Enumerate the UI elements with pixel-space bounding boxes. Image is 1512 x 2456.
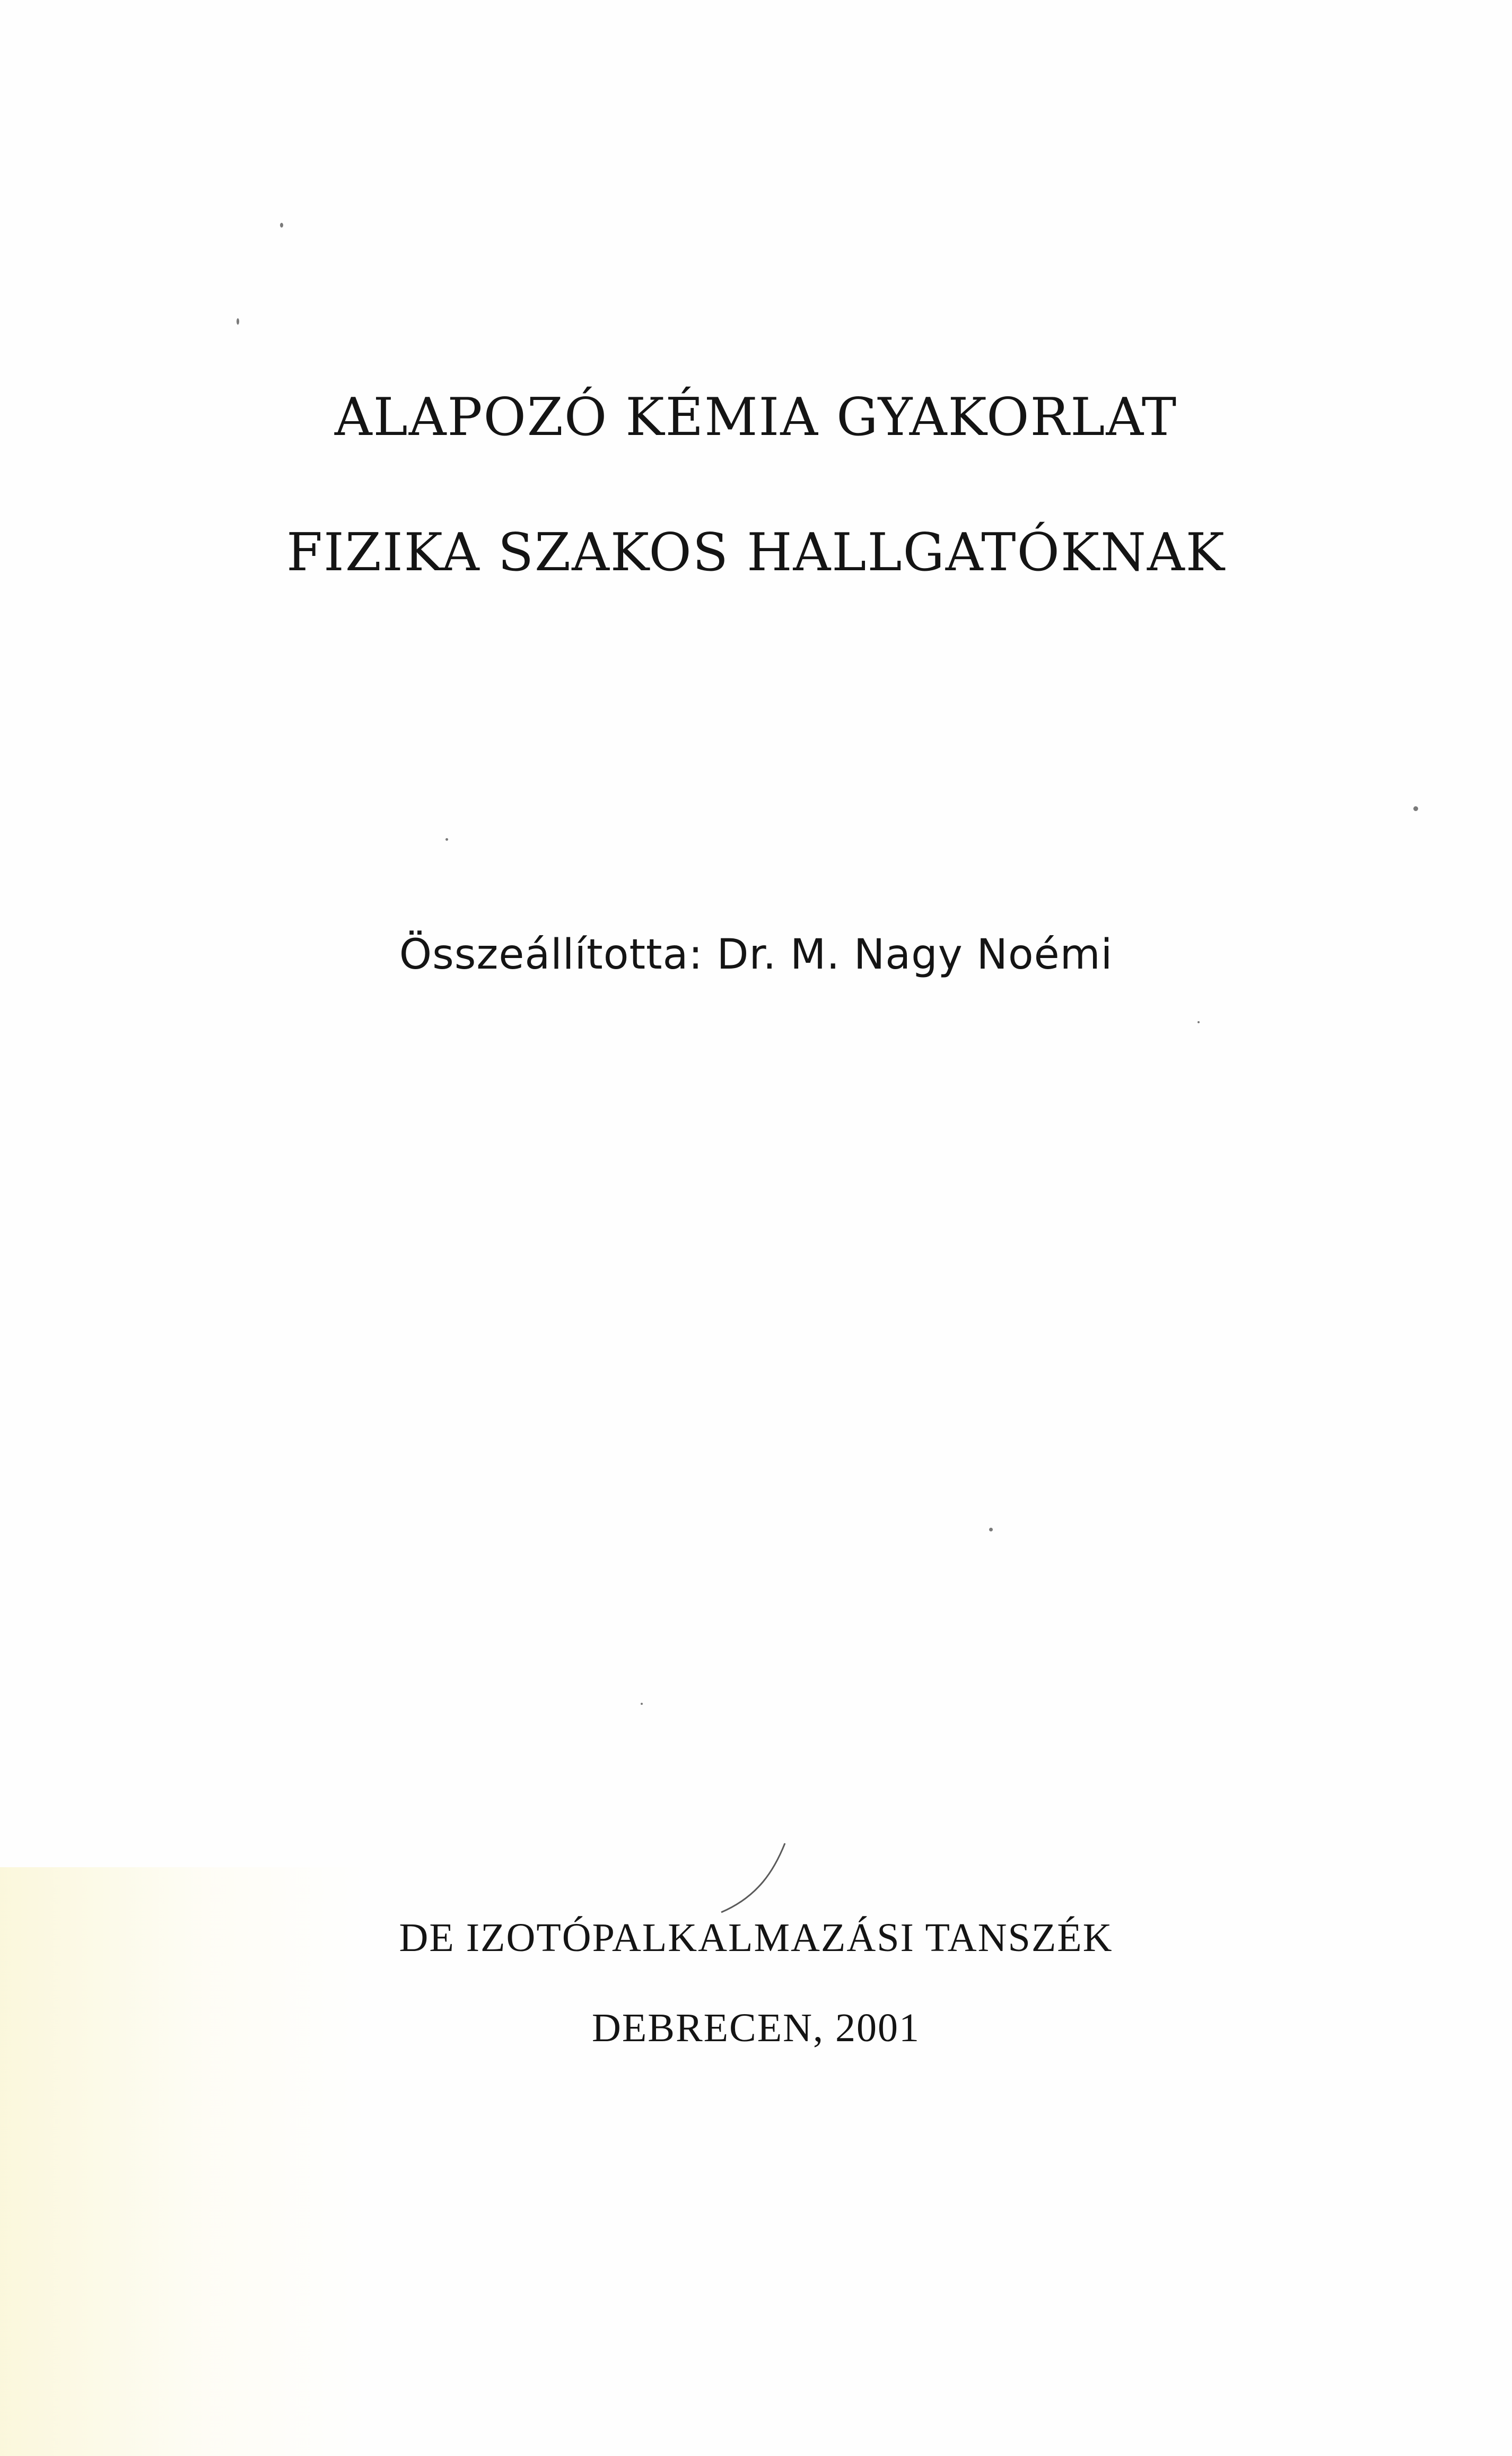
- scan-speck: [237, 318, 239, 325]
- department-name: DE IZOTÓPALKALMAZÁSI TANSZÉK: [399, 1915, 1113, 1960]
- scan-speck: [445, 838, 448, 841]
- scan-speck: [641, 1703, 643, 1705]
- title-line-1: ALAPOZÓ KÉMIA GYAKORLAT: [334, 387, 1178, 448]
- scan-speck: [989, 1528, 993, 1531]
- scan-speck: [1198, 1021, 1200, 1023]
- scan-speck: [1413, 806, 1418, 811]
- title-line-2: FIZIKA SZAKOS HALLGATÓKNAK: [286, 522, 1226, 583]
- city-year: DEBRECEN, 2001: [591, 2006, 921, 2050]
- compiler-credit: Összeállította: Dr. M. Nagy Noémi: [399, 931, 1113, 979]
- scan-speck: [280, 223, 283, 228]
- pen-mark: [705, 1838, 801, 1918]
